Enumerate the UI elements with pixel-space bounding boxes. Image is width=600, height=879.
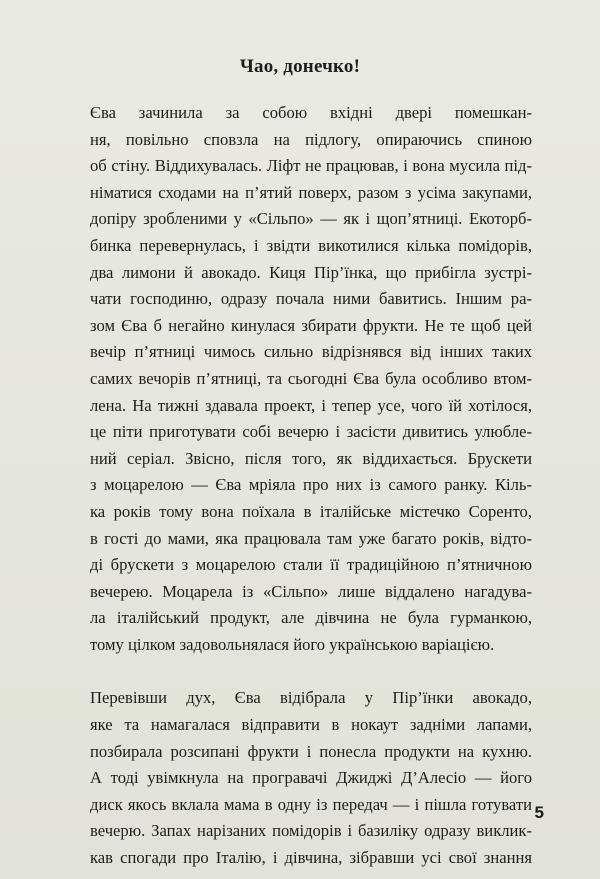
text-line: вечерею. Моцарела із «Сільпо» лише віддалено нагадува- [90,581,532,601]
page-number: 5 [534,803,544,822]
text-line: ла італійський продукт, але дівчина не була гурманкою, [90,608,532,628]
text-line: ка років тому вона поїхала в італійське містечко Соренто, [90,501,532,521]
text-line: ді брускети з моцарелою стали її традиційною п’ятничною [90,555,532,575]
page-body [62,100,532,872]
text-line: чати господиню, одразу почала ними бавитись. Іншим ра- [90,289,532,309]
text-line: А тоді увімкнула на програвачі Джиджі Д’Алесіо — його [90,768,532,788]
text-line: німатися сходами на п’ятий поверх, разом з усіма закупами, [90,182,532,202]
paragraph-1 [62,100,532,658]
text-line: яке та намагалася відправити в нокаут задніми лапами, [90,715,532,735]
text-line: Перевівши дух, Єва відібрала у Пір’їнки авокадо, [90,688,532,708]
text-line: самих вечорів п’ятниці, та сьогодні Єва була особливо втом- [90,368,532,388]
text-line: позбирала розсипані фрукти і понесла продукти на кухню. [90,741,532,761]
text-line: Єва зачинила за собою вхідні двері помешкан- [90,103,532,122]
text-line: зом Єва б негайно кинулася збирати фрукти. Не те щоб цей [90,315,532,335]
text-line: диск якось вклала мама в одну із передач — і пішла готувати [90,794,532,814]
text-line: бинка перевернулась, і звідти викотилися кілька помідорів, [90,235,532,255]
text-line: в гості до мами, яка працювала там уже багато років, відто- [90,528,532,548]
text-line: вечерю. Запах нарізаних помідорів і базиліку одразу виклик- [90,821,532,841]
text-line: вечір п’ятниці чимось сильно відрізнявся від інших таких [90,342,532,362]
text-line: кав спогади про Італію, і дівчина, зібравши усі свої знання [90,848,532,868]
text-line: лена. На тижні здавала проект, і тепер усе, чого їй хотілося, [90,395,532,415]
text-line: об стіну. Віддихувалась. Ліфт не працював, і вона мусила під- [90,156,532,176]
text-line: тому цілком задовольнялася його українською варіацією. [90,634,495,654]
paragraph-2 [62,685,532,871]
text-line: з моцарелою — Єва мріяла про них із самого ранку. Кіль- [90,475,532,495]
text-line: ня, повільно сповзла на підлогу, опираючись спиною [90,129,532,149]
chapter-title: Чао, донечко! [239,56,361,77]
text-line: це піти приготувати собі вечерю і засісти дивитись улюбле- [90,422,532,442]
text-line: ний серіал. Звісно, після того, як віддихається. Брускети [90,448,532,468]
text-line: два лимони й авокадо. Киця Пір’їнка, що прибігла зустрі- [90,262,532,282]
text-line: допіру зробленими у «Сільпо» — як і щоп’ятниці. Екоторб- [90,209,532,229]
